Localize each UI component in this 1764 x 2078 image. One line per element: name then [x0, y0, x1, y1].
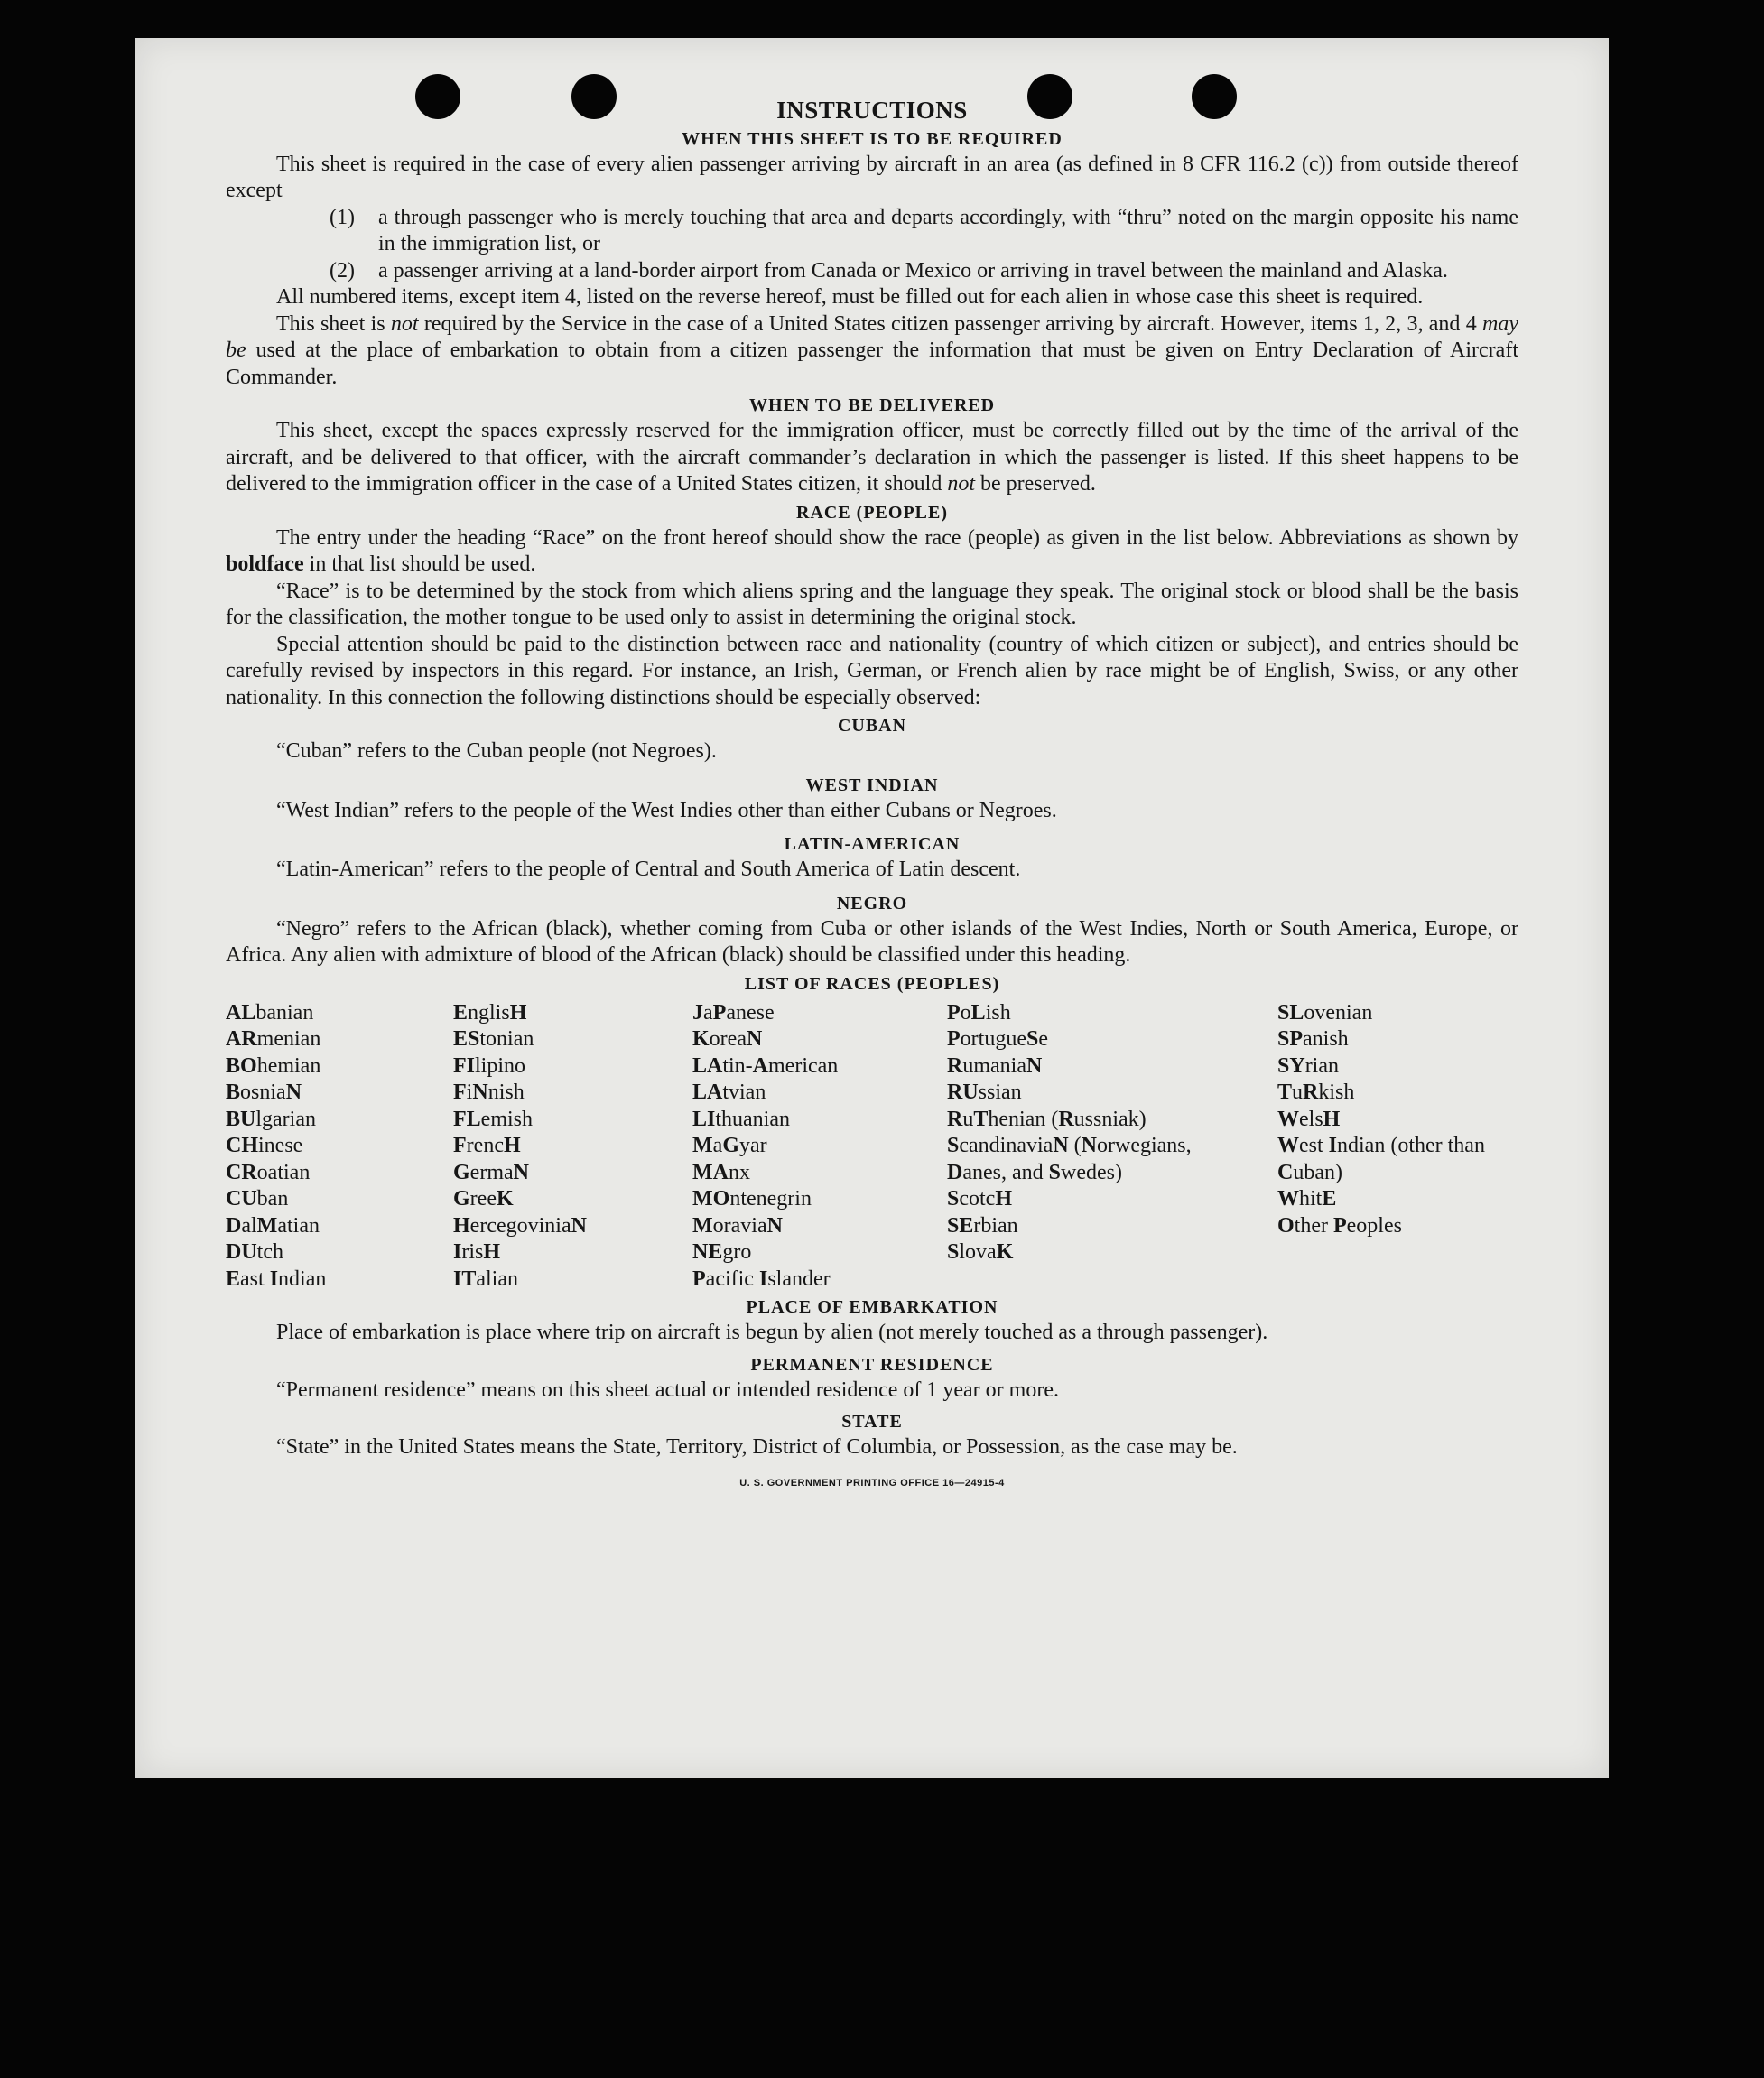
text-run: used at the place of embarkation to obtain from a citizen passenger the information that must be given on Entry Declaration of Aircraft Commander. [226, 339, 1518, 389]
text-run: required by the Service in the case of a United States citizen passenger arriving by aircraft. However, items 1, 2, 3, and 4 [418, 311, 1483, 336]
race-list-item: MOntenegrin [692, 1187, 812, 1211]
text-run: be preserved. [975, 472, 1096, 496]
paragraph: Special attention should be paid to the distinction between race and nationality (country of which citizen or subject), and entries should be carefully revised by inspectors in this regard. For instance, an Irish, German, or French alien by race might be of English, Swiss, or any other nationality. In this connection the following distinctions should be especially observed: [226, 632, 1518, 710]
race-list-item: NEgro [692, 1240, 752, 1264]
race-list-item: MAnx [692, 1160, 750, 1184]
race-list-item: MaGyar [692, 1134, 767, 1157]
race-list-item: East Indian [226, 1266, 327, 1291]
item-number: (2) [330, 258, 355, 283]
race-list-item: CUban [226, 1187, 289, 1211]
emphasis: not [947, 472, 975, 496]
emphasis: not [390, 311, 419, 336]
race-list-item: SErbian [947, 1213, 1018, 1238]
race-list-item: FIlipino [453, 1053, 526, 1078]
paragraph: All numbered items, except item 4, listed on the reverse hereof, must be filled out for each alien in whose case this sheet is required. [276, 285, 1424, 309]
page-title: INSTRUCTIONS [776, 97, 968, 124]
race-list-item: ALbanian [226, 1000, 314, 1025]
text-run: The entry under the heading “Race” on the front hereof should show the race (people) as given in the list below. Abbreviations as shown by [276, 525, 1518, 550]
race-list-item: GreeK [453, 1187, 514, 1211]
section-heading: NEGRO [836, 893, 908, 914]
item-number: (1) [330, 205, 355, 229]
race-list-item: PoLish [947, 1000, 1011, 1025]
paragraph: “Cuban” refers to the Cuban people (not Negroes). [276, 739, 717, 763]
race-list-item: FrencH [453, 1134, 521, 1157]
section-heading: CUBAN [837, 716, 907, 736]
race-list-item: SLovenian [1277, 1000, 1373, 1025]
section-heading: WHEN THIS SHEET IS TO BE REQUIRED [682, 128, 1063, 149]
race-list-item: LAtvian [692, 1081, 766, 1104]
race-list-item: TuRkish [1277, 1081, 1355, 1104]
item-text: a passenger arriving at a land-border airport from Canada or Mexico or arriving in travel between the mainland and Alaska. [378, 258, 1448, 283]
race-list-item: FiNnish [453, 1081, 525, 1104]
paragraph: This sheet is required in the case of every alien passenger arriving by aircraft in an area (as defined in 8 CFR 116.2 (c)) from outside thereof except [226, 152, 1518, 202]
text-run: This sheet is [276, 311, 391, 336]
race-list-item: JaPanese [692, 1000, 775, 1025]
race-list-item: EStonian [453, 1027, 534, 1051]
paragraph [226, 418, 1518, 498]
emphasis: may be [226, 311, 1518, 362]
race-list-item: Other Peoples [1277, 1213, 1402, 1238]
race-list-item: ScandinaviaN (Norwegians, Danes, and Swedes) [947, 1134, 1192, 1184]
race-column [692, 1000, 947, 1294]
paragraph: “State” in the United States means the State, Territory, District of Columbia, or Possession, as the case may be. [276, 1435, 1238, 1459]
paragraph: “Latin-American” refers to the people of Central and South America of Latin descent. [276, 858, 1021, 881]
race-list-item: DalMatian [226, 1213, 320, 1238]
race-list-item: LAtin-American [692, 1053, 839, 1078]
race-list-item: ITalian [453, 1266, 518, 1291]
item-text: a through passenger who is merely touching that area and departs accordingly, with “thru” noted on the margin opposite his name in the immigration list, or [378, 205, 1518, 255]
section-heading: PERMANENT RESIDENCE [750, 1354, 994, 1375]
text-run: in that list should be used. [303, 552, 536, 576]
race-list-item: RumaniaN [947, 1053, 1043, 1078]
race-list-item: EnglisH [453, 1000, 527, 1025]
section-heading: WEST INDIAN [805, 775, 939, 795]
race-list-item: RuThenian (Russniak) [947, 1107, 1147, 1131]
race-list-item: CHinese [226, 1134, 303, 1157]
race-list-item: KoreaN [692, 1027, 763, 1051]
paragraph: “West Indian” refers to the people of the West Indies other than either Cubans or Negroes. [276, 798, 1057, 822]
race-list-item: ARmenian [226, 1027, 321, 1051]
paragraph [226, 311, 1518, 392]
race-column [226, 1000, 453, 1294]
text-run: This sheet, except the spaces expressly reserved for the immigration officer, must be correctly filled out by the time of the arrival of the aircraft, and be delivered to that officer, with the aircraft commander’s declaration in which the passenger is listed. If this sheet happens to be delivered to the immigration officer in the case of a United States citizen, it should [226, 419, 1518, 496]
race-list-item: WelsH [1277, 1107, 1341, 1131]
section-heading: STATE [841, 1412, 903, 1432]
race-list-item: SYrian [1277, 1053, 1339, 1078]
paragraph: Place of embarkation is place where trip on aircraft is begun by alien (not merely touched as a through passenger). [276, 1321, 1268, 1344]
race-list [226, 1000, 1518, 1294]
document-sheet [135, 38, 1609, 1778]
race-list-item: West Indian (other than Cuban) [1277, 1134, 1485, 1184]
race-column [947, 1000, 1277, 1294]
section-heading: WHEN TO BE DELIVERED [748, 395, 996, 415]
race-list-item: HercegoviniaN [453, 1213, 587, 1238]
list-item [330, 205, 1518, 258]
list-item [330, 258, 1518, 285]
race-list-item: CRoatian [226, 1160, 311, 1184]
printer-imprint: U. S. GOVERNMENT PRINTING OFFICE 16—24915-4 [739, 1477, 1005, 1489]
section-heading: RACE (PEOPLE) [796, 502, 948, 523]
race-list-item: GermaN [453, 1160, 529, 1184]
race-list-item: RUssian [947, 1081, 1022, 1104]
section-heading: LATIN-AMERICAN [784, 834, 961, 854]
race-column [1277, 1000, 1512, 1294]
instructions-content [226, 97, 1518, 1497]
race-list-item: SPanish [1277, 1027, 1349, 1051]
race-list-item: FLemish [453, 1107, 533, 1131]
race-column [453, 1000, 692, 1294]
race-list-item: LIthuanian [692, 1107, 790, 1131]
race-list-item: IrisH [453, 1240, 501, 1264]
bold-text: boldface [226, 552, 304, 576]
race-list-item: PortugueSe [947, 1027, 1048, 1051]
paragraph [226, 525, 1518, 579]
race-list-item: BosniaN [226, 1081, 302, 1104]
section-heading: LIST OF RACES (PEOPLES) [744, 973, 1000, 994]
race-list-item: Pacific Islander [692, 1266, 831, 1291]
race-list-item: MoraviaN [692, 1213, 783, 1238]
section-heading: PLACE OF EMBARKATION [746, 1297, 998, 1317]
race-list-item: BUlgarian [226, 1107, 316, 1131]
paragraph: “Permanent residence” means on this sheet actual or intended residence of 1 year or more. [276, 1378, 1059, 1402]
race-list-item: BOhemian [226, 1053, 321, 1078]
race-list-item: DUtch [226, 1240, 283, 1264]
paragraph: “Race” is to be determined by the stock from which aliens spring and the language they speak. The original stock or blood shall be the basis for the classification, the mother tongue to be used only to assist in determining the original stock. [226, 579, 1518, 629]
paragraph: “Negro” refers to the African (black), whether coming from Cuba or other islands of the West Indies, North or South America, Europe, or Africa. Any alien with admixture of blood of the African (black) should be classified under this heading. [226, 916, 1518, 967]
race-list-item: ScotcH [947, 1187, 1013, 1211]
race-list-item: SlovaK [947, 1240, 1014, 1264]
race-list-item: WhitE [1277, 1187, 1337, 1211]
